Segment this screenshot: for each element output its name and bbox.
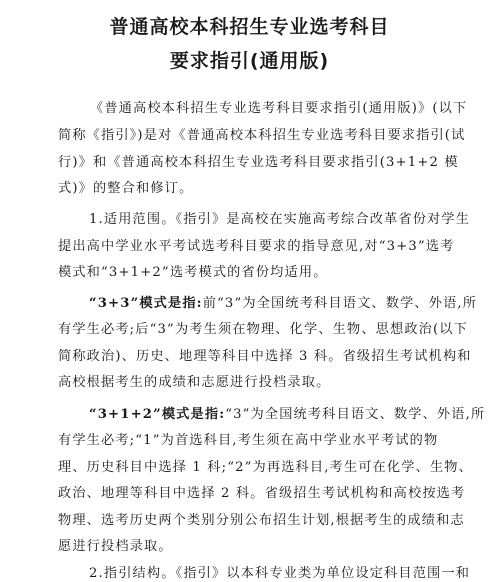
mode312-line-5: 物理、选考历史两个类别分别公布招生计划,根据考生的成绩和志 xyxy=(58,513,465,528)
mode312-lead: “3+1+2”模式是指: xyxy=(89,407,226,422)
section1-line-3: 模式和“3+1+2”选考模式的省份均适用。 xyxy=(58,265,328,280)
document-title-line-1: 普通高校本科招生专业选考科目 xyxy=(109,16,390,38)
mode312-line-3: 理、历史科目中选择 1 科;“2”为再选科目,考生可在化学、生物、 xyxy=(58,460,473,475)
mode312-line-4: 政治、地理等科目中选择 2 科。省级招生考试机构和高校按选考 xyxy=(58,486,466,501)
section1-line-2: 提出高中学业水平考试选考科目要求的指导意见,对“3+3”选考 xyxy=(58,239,455,254)
mode312-line-1-text: “3”为全国统考科目语文、数学、外语,所 xyxy=(225,407,486,422)
intro-line-2: 简称《指引》)是对《普通高校本科招生专业选考科目要求指引(试 xyxy=(58,128,466,143)
mode312-paragraph-line-1 xyxy=(89,407,485,423)
mode33-line-3: 简称政治)、历史、地理等科目中选择 3 科。省级招生考试机构和 xyxy=(58,349,472,364)
mode312-line-6: 愿进行投档录取。 xyxy=(58,539,173,554)
mode33-line-1-text: 前“3”为全国统考科目语文、数学、外语,所 xyxy=(202,296,478,311)
mode33-line-2: 有学生必考;后“3”为考生须在物理、化学、生物、思想政治(以下 xyxy=(58,322,468,337)
document-title-line-2: 要求指引(通用版) xyxy=(169,50,330,72)
mode33-lead: “3+3”模式是指: xyxy=(89,296,203,311)
section1-line-1: 1.适用范围。《指引》是高校在实施高考综合改革省份对学生 xyxy=(89,212,471,227)
intro-line-3: 行)》和《普通高校本科招生专业选考科目要求指引(3+1+2 模 xyxy=(58,155,459,170)
mode312-line-2: 有学生必考;“1”为首选科目,考生须在高中学业水平考试的物 xyxy=(58,433,439,448)
section2-line-1: 2.指引结构。《指引》以本科专业类为单位设定科目范围一和 xyxy=(89,566,471,581)
intro-line-1: 《普通高校本科招生专业选考科目要求指引(通用版)》(以下 xyxy=(90,101,468,116)
intro-line-4: 式)》的整合和修订。 xyxy=(58,181,194,196)
mode33-line-4: 高校根据考生的成绩和志愿进行投档录取。 xyxy=(58,375,331,390)
mode33-paragraph-line-1 xyxy=(89,296,477,312)
